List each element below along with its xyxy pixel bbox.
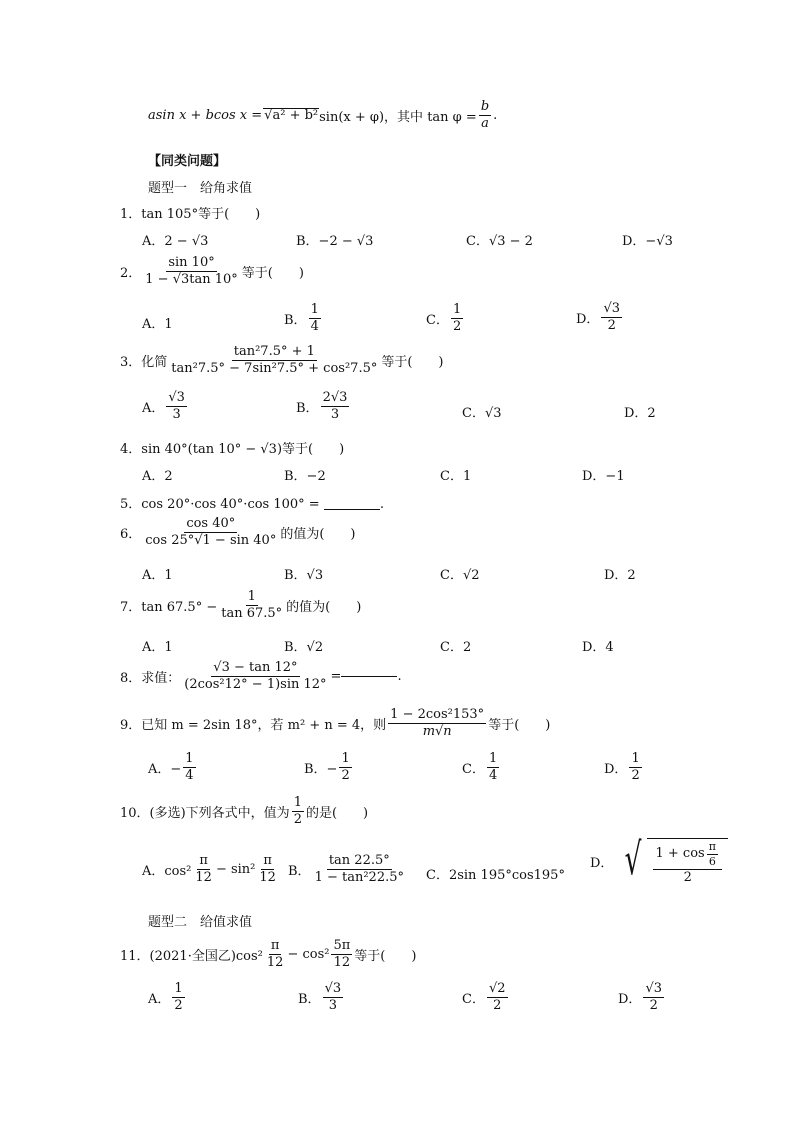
q4-stem: 4．sin 40°(tan 10° − √3)等于( ) [120, 442, 345, 457]
q11-number: 11．(2021·全国乙)cos² [120, 949, 263, 965]
q6-den: cos 25°√1 − sin 40° [145, 533, 277, 549]
q3-option-b-frac [321, 391, 350, 423]
q3-den: tan²7.5° − 7sin²7.5° + cos²7.5° [171, 361, 378, 377]
q8-number: 8．求值： [120, 671, 181, 687]
q10-option-d-root [619, 834, 728, 886]
q5-end: . [379, 497, 384, 512]
q5-text: 5．cos 20°·cos 40°·cos 100° = [120, 497, 324, 512]
q8-fraction [182, 661, 328, 693]
q9-option-c-label: C． [462, 762, 485, 778]
q9-fraction [388, 708, 486, 740]
q10-option-a-mid: − sin² [215, 862, 256, 878]
q9-option-a [148, 752, 198, 784]
q11-option-a-frac [172, 982, 184, 1014]
q10-option-d [590, 834, 728, 886]
q2-option-c-label: C． [426, 313, 449, 329]
q3-a-den: 3 [172, 407, 181, 423]
q10-option-b-label: B． [288, 864, 311, 880]
q11-a-den: 2 [174, 998, 183, 1014]
q11-option-a-label: A． [148, 992, 171, 1008]
q9-option-a-label: A．− [148, 762, 182, 778]
q7-num: 1 [246, 590, 258, 606]
q11-option-d-frac [643, 982, 664, 1014]
q10-b-num: tan 22.5° [327, 854, 392, 870]
q10-option-b-frac [313, 854, 406, 886]
q10-a-f2-num: π [261, 854, 274, 870]
q9-option-b-frac [339, 752, 351, 784]
q1-option-a: A．2 − √3 [142, 234, 209, 249]
q9-option-b-label: B．− [304, 762, 338, 778]
q10-number: 10．(多选)下列各式中，值为 [120, 806, 290, 822]
q6-option-a: A．1 [142, 568, 173, 583]
q9-option-c [462, 752, 501, 784]
q11-f2-den: 12 [333, 955, 351, 971]
q2-b-den: 4 [310, 319, 319, 335]
q1-stem: 1．tan 105°等于( ) [120, 207, 261, 222]
q3-option-b [296, 391, 351, 423]
q2-option-d-label: D． [576, 312, 600, 328]
formula-end: . [493, 108, 498, 124]
q11-c-den: 2 [493, 998, 502, 1014]
q3-stem [120, 345, 444, 377]
q2-c-den: 2 [452, 319, 462, 335]
q10-a-f1-den: 12 [195, 870, 212, 886]
q3-option-a [142, 391, 189, 423]
q10-option-d-num [653, 841, 721, 870]
q2-suffix: 等于( ) [241, 266, 304, 282]
q9-stem [120, 708, 550, 740]
q11-c-num: √2 [487, 982, 508, 998]
q2-d-num: √3 [601, 302, 622, 318]
q11-f2-num: 5π [331, 939, 352, 955]
q11-option-c-label: C． [462, 992, 485, 1008]
q10-option-d-den: 2 [683, 870, 692, 886]
q2-fraction [143, 256, 240, 288]
q11-option-b-label: B． [298, 992, 321, 1008]
q9-d-den: 2 [631, 768, 640, 784]
q9-a-num: 1 [183, 752, 195, 768]
formula-num: b [479, 100, 491, 116]
q2-option-b [284, 303, 323, 335]
q11-f1-den: 12 [266, 955, 284, 971]
q10-d-inner-den: 6 [708, 855, 716, 869]
q6-option-c: C．√2 [440, 568, 480, 583]
q8-num: √3 − tan 12° [211, 661, 299, 677]
q11-a-num: 1 [172, 982, 184, 998]
q10-suffix: 的是( ) [305, 806, 369, 822]
q4-option-c: C．1 [440, 469, 472, 484]
q3-a-num: √3 [166, 391, 187, 407]
q10-option-a-frac2 [257, 854, 278, 886]
q7-stem [120, 590, 361, 622]
q2-den: 1 − √3tan 10° [145, 272, 238, 288]
q7-option-a: A．1 [142, 640, 173, 655]
q10-option-a-pre: A．cos² [142, 864, 192, 880]
q7-option-c: C．2 [440, 640, 472, 655]
q9-option-a-frac [183, 752, 195, 784]
q10-option-a-frac1 [193, 854, 214, 886]
q10-option-b [288, 854, 408, 886]
q9-a-den: 4 [185, 768, 194, 784]
q9-num: 1 − 2cos²153° [388, 708, 486, 724]
q10-option-d-frac [653, 841, 721, 885]
q2-option-b-frac [309, 303, 321, 335]
q8-answer-blank[interactable] [341, 676, 397, 677]
q3-option-c: C．√3 [462, 406, 502, 421]
q10-stem [120, 796, 368, 828]
q11-b-den: 3 [328, 998, 337, 1014]
q11-stem [120, 939, 416, 971]
q2-option-a [142, 313, 173, 332]
q8-end: . [397, 669, 402, 685]
q9-option-d-frac [629, 752, 641, 784]
q5-answer-blank[interactable] [324, 509, 380, 510]
q11-d-den: 2 [649, 998, 658, 1014]
q6-option-b: B．√3 [284, 568, 324, 583]
q2-b-num: 1 [309, 303, 321, 319]
q6-number: 6． [120, 527, 142, 543]
q9-number: 9．已知 m = 2sin 18°，若 m² + n = 4，则 [120, 718, 387, 734]
q9-c-den: 4 [488, 768, 498, 784]
q2-d-den: 2 [607, 318, 616, 334]
q3-option-a-label: A． [142, 401, 165, 417]
q11-option-a [148, 982, 187, 1014]
q9-option-d-label: D． [604, 762, 628, 778]
q10-b-den: 1 − tan²22.5° [314, 870, 404, 886]
q10-den: 2 [293, 812, 302, 828]
q6-stem [120, 517, 355, 549]
q10-a-f2-den: 12 [259, 870, 276, 886]
q6-option-d: D．2 [604, 568, 636, 583]
q11-option-d-label: D． [618, 992, 642, 1008]
q11-option-c [462, 982, 510, 1014]
q11-option-d [618, 982, 666, 1014]
formula-left: asin x + bcos x = [148, 108, 263, 124]
section-heading: 【同类问题】 [148, 154, 227, 169]
q3-b-num: 2√3 [321, 391, 350, 407]
type2-heading: 题型二 给值求值 [148, 915, 253, 930]
q8-equals: = [330, 669, 342, 685]
q9-suffix: 等于( ) [488, 718, 551, 734]
q1-option-c: C．√3 − 2 [466, 234, 533, 249]
q11-option-b [298, 982, 345, 1014]
q3-suffix: 等于( ) [381, 355, 444, 371]
type1-heading: 题型一 给角求值 [148, 181, 253, 196]
q10-num: 1 [292, 796, 304, 812]
q3-number: 3．化简 [120, 355, 168, 371]
q1-option-d: D．−√3 [622, 234, 673, 249]
formula-line [148, 100, 497, 132]
q3-b-den: 3 [330, 407, 340, 423]
q9-c-num: 1 [487, 752, 499, 768]
q11-b-num: √3 [323, 982, 344, 998]
q2-option-b-label: B． [284, 313, 307, 329]
q9-b-den: 2 [341, 768, 350, 784]
q11-option-c-frac [487, 982, 508, 1014]
formula-right: sin(x + φ)，其中 tan φ = [319, 110, 477, 126]
q3-fraction [169, 345, 379, 377]
q9-option-d [604, 752, 644, 784]
q10-option-d-root-body [647, 838, 727, 885]
q4-option-d: D．−1 [582, 469, 625, 484]
q7-fraction [219, 590, 284, 622]
q7-number: 7．tan 67.5° − [120, 600, 218, 616]
q9-den: m√n [422, 724, 452, 740]
q4-option-a: A．2 [142, 469, 173, 484]
formula-fraction [479, 100, 491, 132]
q6-suffix: 的值为( ) [280, 527, 356, 543]
q11-d-num: √3 [643, 982, 664, 998]
formula-root: √ a² + b² [263, 108, 319, 123]
q10-option-c: C．2sin 195°cos195° [426, 868, 565, 883]
formula-den: a [481, 116, 489, 132]
q2-stem [120, 256, 304, 288]
q3-option-b-label: B． [296, 401, 319, 417]
q3-option-d: D．2 [624, 406, 656, 421]
q10-option-d-label: D． [590, 856, 614, 872]
q11-frac1 [265, 939, 286, 971]
q7-option-b: B．√2 [284, 640, 324, 655]
q10-fraction [292, 796, 304, 828]
q9-option-b [304, 752, 354, 784]
q6-num: cos 40° [184, 517, 237, 533]
q9-option-c-frac [487, 752, 499, 784]
q2-option-c-frac [451, 303, 463, 335]
q1-option-b: B．−2 − √3 [296, 234, 374, 249]
q2-option-d [576, 302, 624, 334]
q10-d-inner-num: π [707, 841, 718, 855]
q11-suffix: 等于( ) [354, 949, 417, 965]
q6-fraction [143, 517, 278, 549]
q8-den: (2cos²12° − 1)sin 12° [184, 677, 327, 693]
q10-option-a [142, 854, 280, 886]
q4-option-b: B．−2 [284, 469, 326, 484]
q2-c-num: 1 [451, 303, 463, 319]
q10-d-inner-frac [707, 841, 718, 868]
q3-num: tan²7.5° + 1 [232, 345, 317, 361]
q9-b-num: 1 [339, 752, 351, 768]
q9-d-num: 1 [629, 752, 641, 768]
radical-sign-icon: √ [625, 834, 642, 885]
q5-stem [120, 493, 384, 512]
q11-frac2 [331, 939, 352, 971]
q3-option-a-frac [166, 391, 187, 423]
q11-mid: − cos² [287, 947, 330, 963]
q11-option-b-frac [323, 982, 344, 1014]
q2-number: 2． [120, 266, 142, 282]
q2-option-d-frac [601, 302, 622, 334]
q10-d-inner-pre: 1 + cos [655, 846, 705, 862]
q7-option-d: D．4 [582, 640, 614, 655]
q8-stem [120, 661, 402, 693]
q7-den: tan 67.5° [221, 606, 283, 622]
q2-option-c [426, 303, 465, 335]
q10-a-f1-num: π [197, 854, 210, 870]
q2-num: sin 10° [166, 256, 216, 272]
q11-f1-num: π [269, 939, 282, 955]
q2-option-a-text: A．1 [142, 317, 173, 332]
q7-suffix: 的值为( ) [286, 600, 362, 616]
